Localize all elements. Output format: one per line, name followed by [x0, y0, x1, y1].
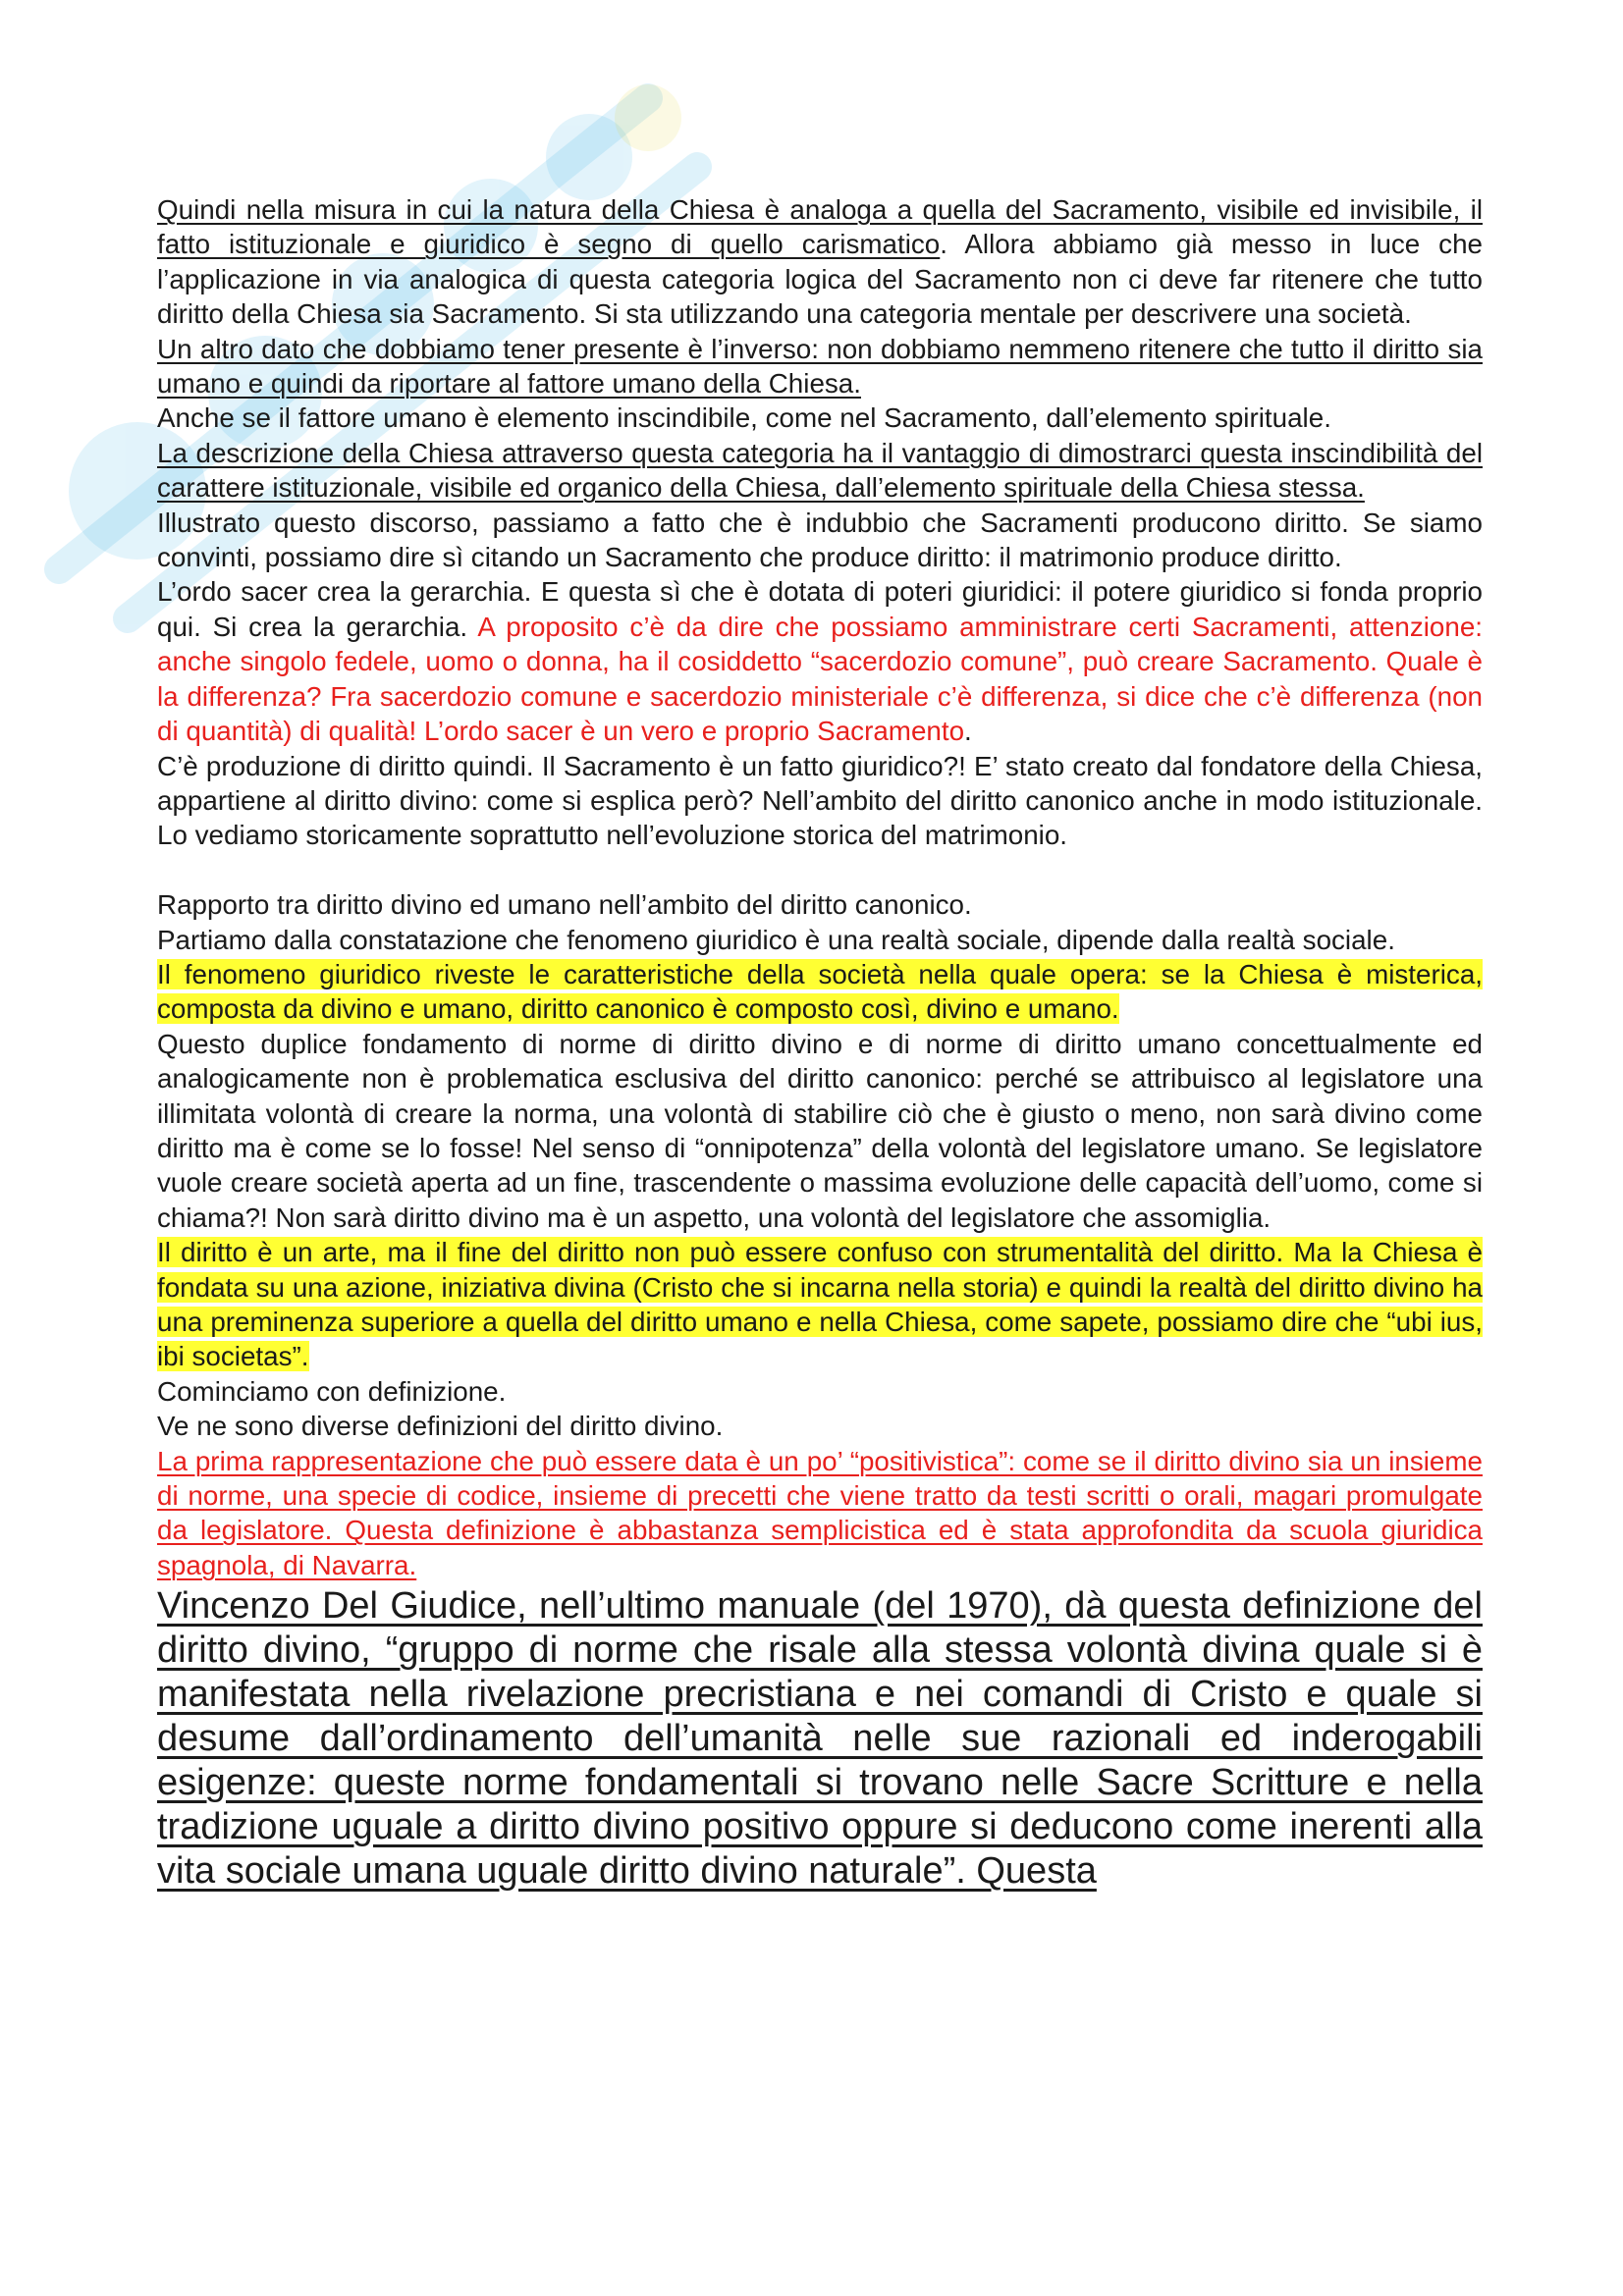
- paragraph: [157, 1444, 1483, 1583]
- text-segment: Partiamo dalla constatazione che fenomeno giuridico è una realtà sociale, dipende dalla realtà sociale.: [157, 924, 1395, 955]
- text-segment: La prima rappresentazione che può essere data è un po’ “positivistica”: come se il diritto divino sia un insieme di norme, una specie di codice, insieme di precetti che viene tratto da testi scritti o orali, magari promulgate da legislatore. Questa definizione è abbastanza semplicistica ed è stata approfondita da scuola giuridica spagnola, di Navarra.: [157, 1445, 1483, 1580]
- text-segment: Questo duplice fondamento di norme di diritto divino e di norme di diritto umano concettualmente ed analogicamente non è problematica esclusiva del diritto canonico: perché se attribuisco al legislatore una illimitata volontà di creare la norma, una volontà di stabilire ciò che è giusto o meno, non sarà divino come diritto ma è come se lo fosse! Nel senso di “onnipotenza” della volontà del legislatore umano. Se legislatore vuole creare società aperta ad un fine, trascendente o massima evoluzione delle capacità dell’uomo, come si chiama?! Non sarà diritto divino ma è un aspetto, una volontà del legislatore che assomiglia.: [157, 1028, 1483, 1233]
- paragraph: [157, 574, 1483, 748]
- text-segment: Il fenomeno giuridico riveste le caratteristiche della società nella quale opera: se la Chiesa è misterica, composta da divino e umano, diritto canonico è composto così, divino e umano.: [157, 958, 1483, 1025]
- paragraph: [157, 400, 1483, 435]
- paragraph: [157, 923, 1483, 957]
- text-segment: La descrizione della Chiesa attraverso questa categoria ha il vantaggio di dimostrarci questa inscindibilità del carattere istituzionale, visibile ed organico della Chiesa, dall’elemento spirituale della Chiesa stessa.: [157, 437, 1483, 504]
- text-segment: Vincenzo Del Giudice, nell’ultimo manuale (del 1970), dà questa definizione del diritto divino, “gruppo di norme che risale alla stessa volontà divina quale si è manifestata nella rivelazione precristiana e nei comandi di Cristo e quale si desume dall’ordinamento dell’umanità nelle sue razionali ed inderogabili esigenze: queste norme fondamentali si trovano nelle Sacre Scritture e nella tradizione uguale a diritto divino positivo oppure si deducono come inerenti alla vita sociale umana uguale diritto divino naturale”. Questa: [157, 1585, 1483, 1893]
- paragraph: [157, 887, 1483, 922]
- text-segment: Ve ne sono diverse definizioni del diritto divino.: [157, 1411, 724, 1442]
- text-segment: Il diritto è un arte, ma il fine del diritto non può essere confuso con strumentalità del diritto. Ma la Chiesa è fondata su una azione, iniziativa divina (Cristo che si incarna nella storia) e quindi la realtà del diritto divino ha una preminenza superiore a quella del diritto umano e nella Chiesa, come sapete, possiamo dire che “ubi ius, ibi societas”.: [157, 1237, 1483, 1372]
- paragraph: [157, 332, 1483, 401]
- text-segment: Quindi nella misura in cui la natura della Chiesa è analoga a quella del Sacramento, visibile ed invisibile, il fatto istituzionale e giuridico è segno di quello carismatico: [157, 194, 1483, 260]
- text-segment: Rapporto tra diritto divino ed umano nell’ambito del diritto canonico.: [157, 889, 972, 921]
- text-segment: .: [964, 716, 972, 747]
- paragraph: [157, 957, 1483, 1027]
- paragraph: [157, 1584, 1483, 1894]
- text-segment: C’è produzione di diritto quindi. Il Sacramento è un fatto giuridico?! E’ stato creato dal fondatore della Chiesa, appartiene al diritto divino: come si esplica però? Nell’ambito del diritto canonico anche in modo istituzionale. Lo vediamo storicamente soprattutto nell’evoluzione storica del matrimonio.: [157, 750, 1483, 851]
- paragraph: [157, 506, 1483, 575]
- text-segment: Un altro dato che dobbiamo tener presente è l’inverso: non dobbiamo nemmeno ritenere che tutto il diritto sia umano e quindi da riportare al fattore umano della Chiesa.: [157, 333, 1483, 400]
- text-segment: . Allora abbiamo già messo in luce che l’applicazione in via analogica di questa categoria logica del Sacramento non ci deve far ritenere che tutto diritto della Chiesa sia Sacramento. Si sta utilizzando una categoria mentale per descrivere una società.: [157, 229, 1484, 330]
- text-segment: Illustrato questo discorso, passiamo a fatto che è indubbio che Sacramenti producono diritto. Se siamo convinti, possiamo dire sì citando un Sacramento che produce diritto: il matrimonio produce diritto.: [157, 507, 1483, 573]
- paragraph: [157, 192, 1483, 332]
- page-body: [157, 192, 1483, 1894]
- text-segment: Anche se il fattore umano è elemento inscindibile, come nel Sacramento, dall’elemento spirituale.: [157, 402, 1331, 434]
- text-segment: L’ordo sacer crea la gerarchia. E questa sì che è dotata di poteri giuridici: il potere giuridico si fonda proprio qui. Si crea la gerarchia.: [157, 576, 1483, 642]
- text-segment: A proposito c’è da dire che possiamo amministrare certi Sacramenti, attenzione: anche singolo fedele, uomo o donna, ha il cosiddetto “sacerdozio comune”, può creare Sacramento. Quale è la differenza? Fra sacerdozio comune e sacerdozio ministeriale c’è differenza, si dice che c’è differenza (non di quantità) di qualità! L’ordo sacer è un vero e proprio Sacramento: [157, 611, 1484, 747]
- paragraph: [157, 853, 1483, 887]
- paragraph: [157, 1235, 1483, 1374]
- paragraph: [157, 1409, 1483, 1443]
- paragraph: [157, 749, 1483, 853]
- paragraph: [157, 436, 1483, 506]
- paragraph: [157, 1027, 1483, 1235]
- text-segment: Cominciamo con definizione.: [157, 1375, 507, 1407]
- paragraph: [157, 1374, 1483, 1409]
